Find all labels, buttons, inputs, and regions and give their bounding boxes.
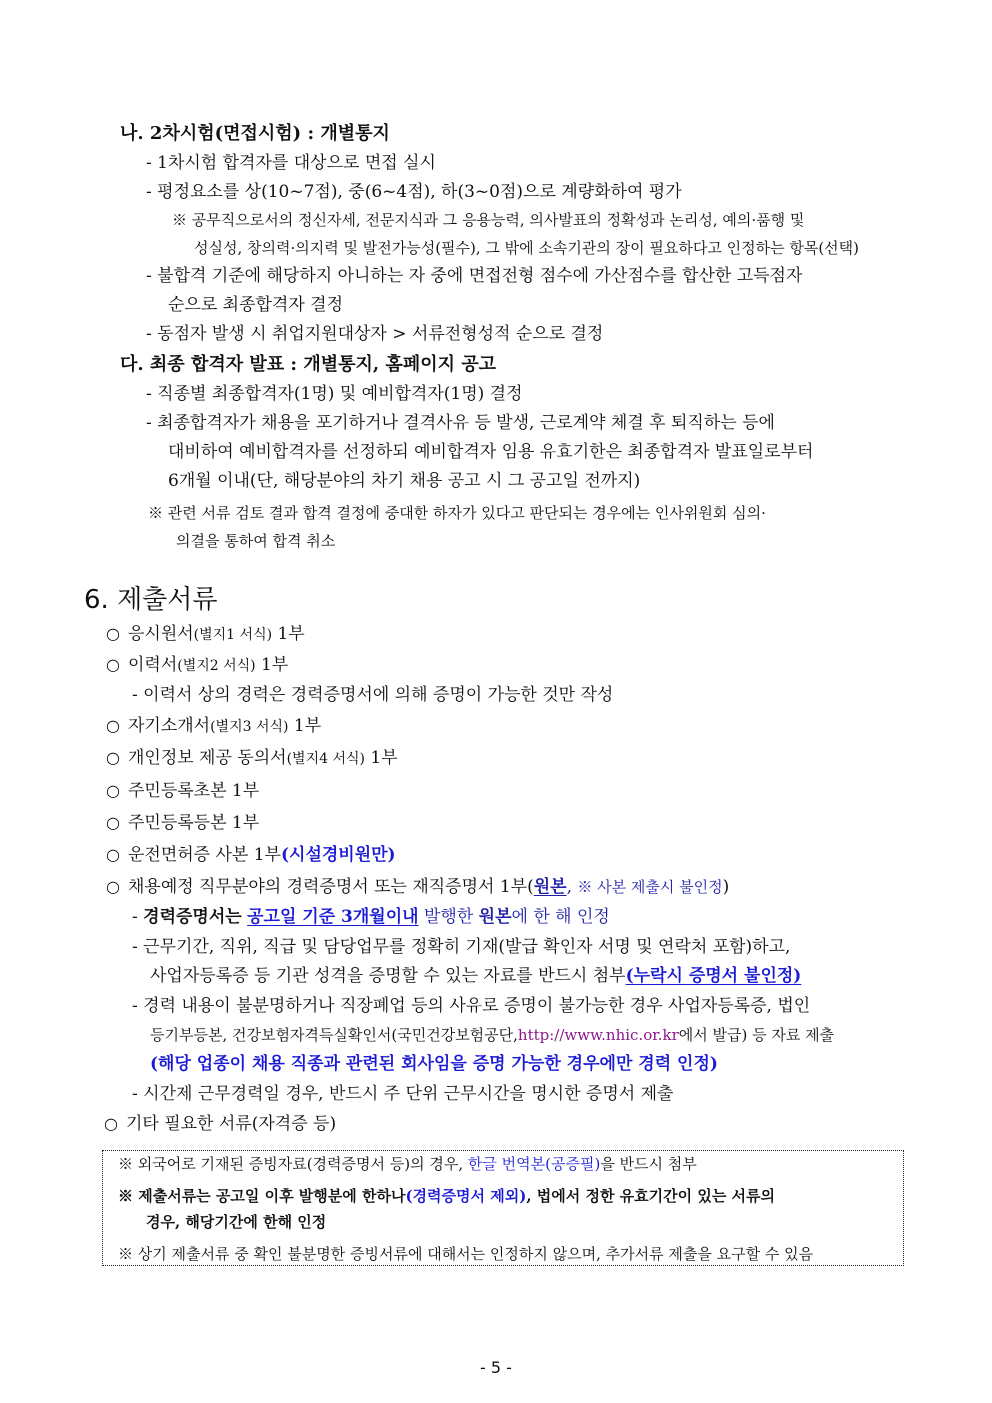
- emphasis-underlined: 공고일 기준 3개월이내: [247, 907, 419, 927]
- section-da-heading: 다. 최종 합격자 발표 : 개별통지, 홈페이지 공고: [120, 354, 497, 375]
- section-na-item: - 불합격 기준에 해당하지 아니하는 자 중에 면접전형 점수에 가산점수를 합산한 고득점자: [146, 266, 803, 286]
- section-da-item: 대비하여 예비합격자를 선정하되 예비합격자 임용 유효기한은 최종합격자 발표일로부터: [168, 442, 814, 462]
- document-item: ○ 주민등록등본 1부: [106, 813, 260, 833]
- note-2: ※ 제출서류는 공고일 이후 발행분에 한하나(경력증명서 제외), 법에서 정한 유효기간이 있는 서류의: [118, 1187, 775, 1205]
- career-sub-3b: 등기부등본, 건강보험자격득실확인서(국민건강보험공단,http://www.nhic.or.kr에서 발급) 등 자료 제출: [150, 1026, 835, 1044]
- highlight-note: (시설경비원만): [280, 845, 396, 865]
- circle-bullet-icon: ○: [106, 813, 120, 832]
- document-item-other: ○ 기타 필요한 서류(자격증 등): [104, 1114, 337, 1134]
- career-sub-2b: 사업자등록증 등 기관 성격을 증명할 수 있는 자료를 반드시 첨부(누락시 증명서 불인정): [150, 966, 802, 986]
- section-na-note: ※ 공무직으로서의 정신자세, 전문지식과 그 응용능력, 의사발표의 정확성과 논리성, 예의·품행 및: [172, 211, 805, 229]
- section-na-item: 순으로 최종합격자 결정: [168, 295, 344, 315]
- note-3: ※ 상기 제출서류 중 확인 불분명한 증빙서류에 대해서는 인정하지 않으며, 추가서류 제출을 요구할 수 있음: [118, 1245, 814, 1263]
- career-sub-4: - 시간제 근무경력일 경우, 반드시 주 단위 근무시간을 명시한 증명서 제출: [132, 1084, 674, 1104]
- document-item: ○ 개인정보 제공 동의서(별지4 서식) 1부: [106, 748, 398, 768]
- section-6-title: 6. 제출서류: [84, 585, 218, 615]
- career-sub-2: - 근무기간, 직위, 직급 및 담당업무를 정확히 기재(발급 확인자 서명 및 연락처 포함)하고,: [132, 937, 791, 957]
- document-item: ○ 주민등록초본 1부: [106, 781, 260, 801]
- note-2b: 경우, 해당기간에 한해 인정: [146, 1213, 327, 1231]
- circle-bullet-icon: ○: [106, 845, 120, 864]
- circle-bullet-icon: ○: [106, 781, 120, 800]
- career-sub-3: - 경력 내용이 불분명하거나 직장폐업 등의 사유로 증명이 불가능한 경우 사업자등록증, 법인: [132, 996, 811, 1016]
- section-na-item: - 동점자 발생 시 취업지원대상자 > 서류전형성적 순으로 결정: [146, 324, 604, 344]
- career-sub-1: - 경력증명서는 공고일 기준 3개월이내 발행한 원본에 한 해 인정: [132, 907, 610, 927]
- document-item-career: ○ 채용예정 직무분야의 경력증명서 또는 재직증명서 1부(원본, ※ 사본 제출시 불인정): [106, 877, 730, 897]
- circle-bullet-icon: ○: [106, 655, 120, 674]
- nhic-url-link[interactable]: http://www.nhic.or.kr: [517, 1026, 679, 1044]
- document-item: ○ 운전면허증 사본 1부(시설경비원만): [106, 845, 396, 865]
- circle-bullet-icon: ○: [106, 877, 120, 896]
- section-da-item: - 최종합격자가 채용을 포기하거나 결격사유 등 발생, 근로계약 체결 후 퇴직하는 등에: [146, 413, 775, 433]
- document-item: ○ 응시원서(별지1 서식) 1부: [106, 624, 305, 644]
- career-sub-3c: (해당 업종이 채용 직종과 관련된 회사임을 증명 가능한 경우에만 경력 인정): [150, 1054, 718, 1074]
- document-sub-item: - 이력서 상의 경력은 경력증명서에 의해 증명이 가능한 것만 작성: [132, 685, 614, 705]
- circle-bullet-icon: ○: [106, 716, 120, 735]
- section-da-note: ※ 관련 서류 검토 결과 합격 결정에 중대한 하자가 있다고 판단되는 경우에는 인사위원회 심의·: [148, 504, 766, 522]
- document-item: ○ 이력서(별지2 서식) 1부: [106, 655, 289, 675]
- circle-bullet-icon: ○: [106, 624, 120, 643]
- section-na-item: - 평정요소를 상(10~7점), 중(6~4점), 하(3~0점)으로 계량화하여 평가: [146, 182, 682, 202]
- section-da-item: 6개월 이내(단, 해당분야의 차기 채용 공고 시 그 공고일 전까지): [168, 471, 641, 491]
- section-na-note: 성실성, 창의력·의지력 및 발전가능성(필수), 그 밖에 소속기관의 장이 필요하다고 인정하는 항목(선택): [194, 239, 859, 257]
- note-1: ※ 외국어로 기재된 증빙자료(경력증명서 등)의 경우, 한글 번역본(공증필)을 반드시 첨부: [118, 1155, 697, 1173]
- page-number: - 5 -: [480, 1358, 512, 1377]
- section-da-note: 의결을 통하여 합격 취소: [176, 532, 336, 550]
- document-item: ○ 자기소개서(별지3 서식) 1부: [106, 716, 322, 736]
- section-da-item: - 직종별 최종합격자(1명) 및 예비합격자(1명) 결정: [146, 384, 523, 404]
- section-na-item: - 1차시험 합격자를 대상으로 면접 실시: [146, 153, 436, 173]
- section-na-heading: 나. 2차시험(면접시험) : 개별통지: [120, 123, 390, 144]
- circle-bullet-icon: ○: [104, 1114, 118, 1133]
- warning-underlined: (누락시 증명서 불인정): [625, 966, 802, 986]
- circle-bullet-icon: ○: [106, 748, 120, 767]
